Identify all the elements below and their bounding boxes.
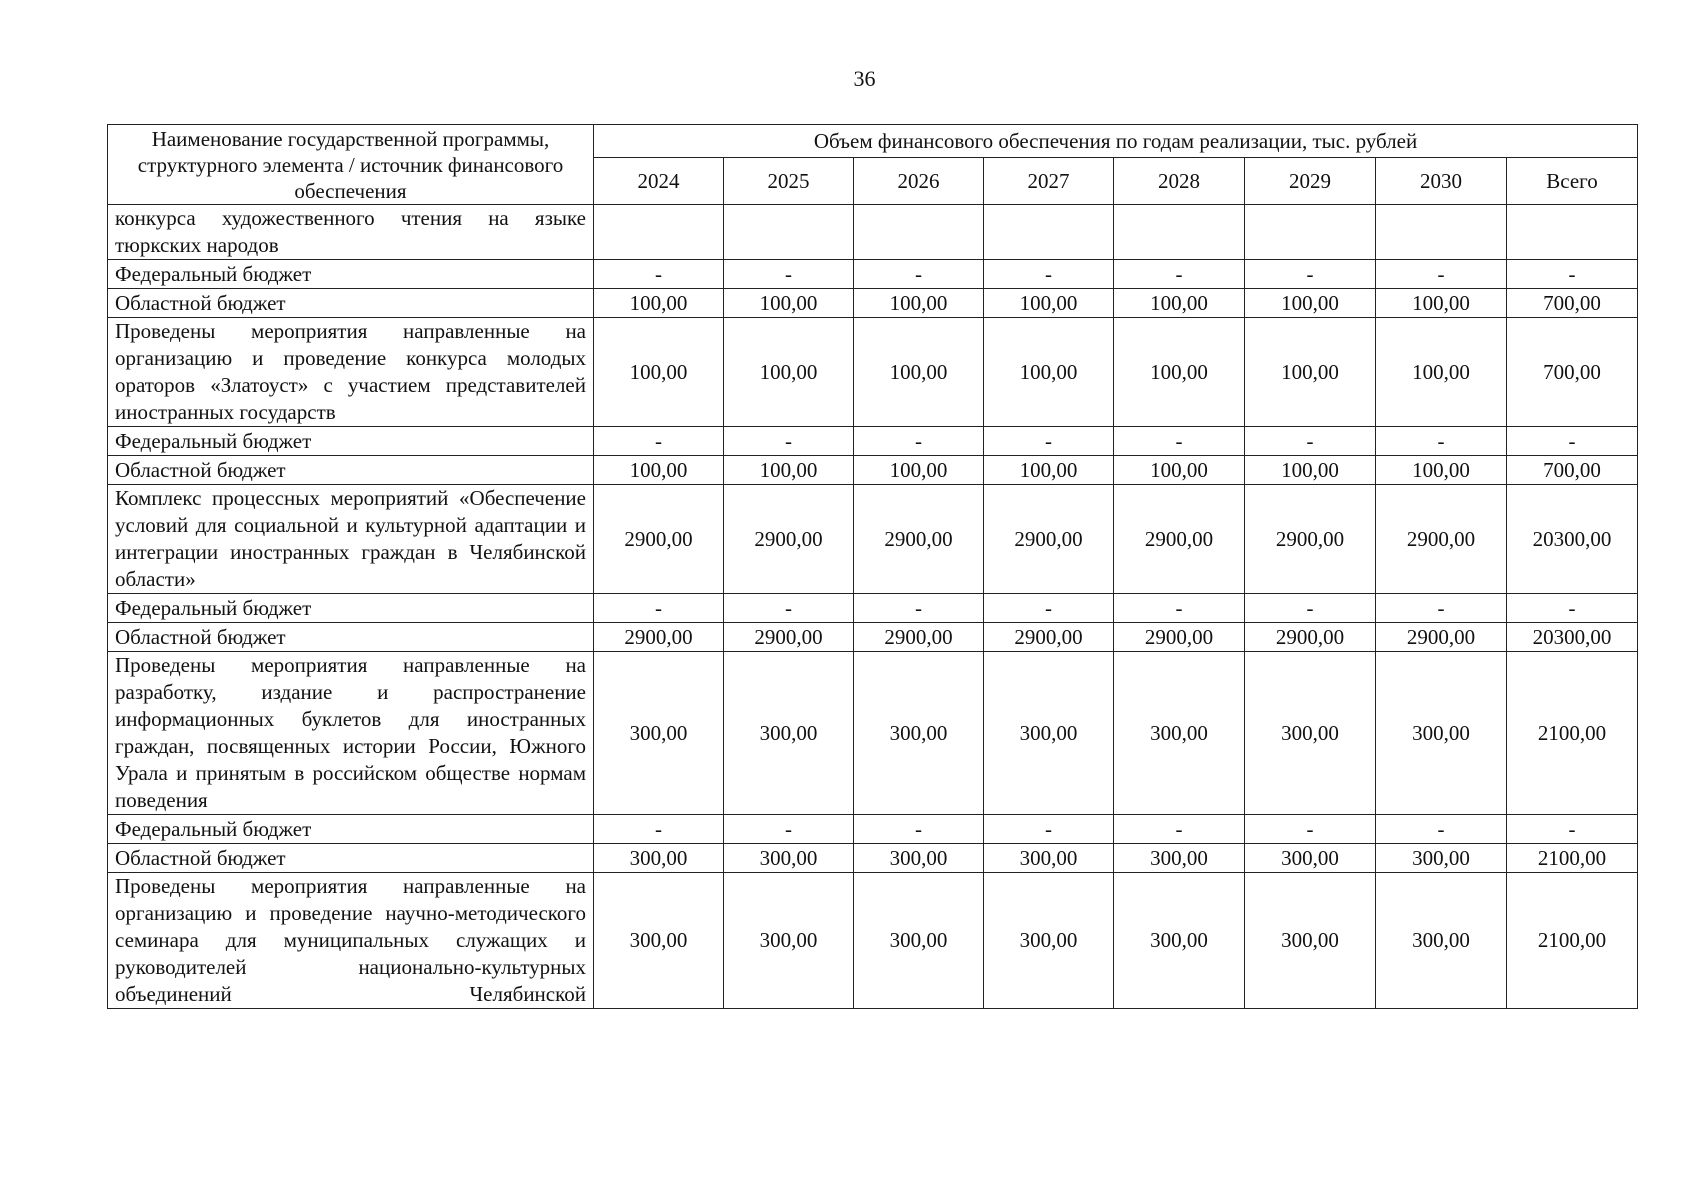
row-value-2027: 300,00 (984, 652, 1114, 815)
row-name: Федеральный бюджет (108, 260, 594, 289)
row-value-2025: 100,00 (724, 289, 854, 318)
table-row (108, 652, 1638, 815)
row-value-2025: 2900,00 (724, 623, 854, 652)
row-value-2027: - (984, 260, 1114, 289)
row-value-total (1507, 205, 1638, 260)
row-value-2026: 2900,00 (854, 485, 984, 594)
row-value-2028: 100,00 (1114, 318, 1245, 427)
row-value-2029: - (1245, 594, 1376, 623)
row-name: Областной бюджет (108, 289, 594, 318)
row-value-2030: - (1376, 594, 1507, 623)
year-header-2026: 2026 (854, 158, 984, 205)
row-value-2025: - (724, 260, 854, 289)
table-row (108, 427, 1638, 456)
row-value-total: 20300,00 (1507, 623, 1638, 652)
table-header-row (108, 125, 1638, 158)
row-value-2026: 100,00 (854, 289, 984, 318)
row-value-total: - (1507, 260, 1638, 289)
row-value-2027: - (984, 427, 1114, 456)
row-name: Областной бюджет (108, 844, 594, 873)
row-value-2025: 100,00 (724, 318, 854, 427)
row-name: Областной бюджет (108, 456, 594, 485)
row-value-2026: - (854, 594, 984, 623)
row-value-2030: 300,00 (1376, 652, 1507, 815)
row-value-2029: - (1245, 427, 1376, 456)
row-value-2024: 100,00 (594, 289, 724, 318)
row-value-2030: 2900,00 (1376, 623, 1507, 652)
row-value-2029: - (1245, 260, 1376, 289)
table-row (108, 485, 1638, 594)
row-value-2028: - (1114, 427, 1245, 456)
row-value-2029: 2900,00 (1245, 485, 1376, 594)
year-header-2030: 2030 (1376, 158, 1507, 205)
row-value-2029: 300,00 (1245, 873, 1376, 1009)
row-value-2026: 2900,00 (854, 623, 984, 652)
row-value-2027: 100,00 (984, 456, 1114, 485)
row-value-2024: - (594, 260, 724, 289)
row-value-2025: 2900,00 (724, 485, 854, 594)
row-value-2028: 100,00 (1114, 289, 1245, 318)
row-value-2024: 2900,00 (594, 485, 724, 594)
row-name: Федеральный бюджет (108, 427, 594, 456)
table-row (108, 873, 1638, 1009)
name-column-header: Наименование государственной программы, структурного элемента / источник финансового обеспечения (108, 125, 594, 205)
table-row (108, 844, 1638, 873)
row-value-2027: - (984, 815, 1114, 844)
row-value-2028: 2900,00 (1114, 485, 1245, 594)
year-header-2028: 2028 (1114, 158, 1245, 205)
table-row (108, 456, 1638, 485)
row-name: конкурса художественного чтения на языке тюркских народов (108, 205, 594, 260)
table-row (108, 289, 1638, 318)
row-value-2024: 100,00 (594, 456, 724, 485)
row-value-2024: 2900,00 (594, 623, 724, 652)
row-name: Областной бюджет (108, 623, 594, 652)
row-value-2029: 100,00 (1245, 289, 1376, 318)
row-value-2024: - (594, 594, 724, 623)
row-value-2024: - (594, 427, 724, 456)
row-value-2025: 300,00 (724, 873, 854, 1009)
table-row (108, 594, 1638, 623)
row-value-2028 (1114, 205, 1245, 260)
row-name: Проведены мероприятия направленные на разработку, издание и распространение информационных буклетов для иностранных граждан, посвященных истории России, Южного Урала и принятым в российском обществе нормам поведения (108, 652, 594, 815)
row-value-2030 (1376, 205, 1507, 260)
funding-table (107, 124, 1638, 1009)
row-value-2025: 100,00 (724, 456, 854, 485)
row-value-2029: 2900,00 (1245, 623, 1376, 652)
row-value-2028: - (1114, 815, 1245, 844)
page-number: 36 (853, 66, 876, 91)
row-value-2024: - (594, 815, 724, 844)
row-value-2028: - (1114, 594, 1245, 623)
row-value-2028: 300,00 (1114, 652, 1245, 815)
row-value-total: - (1507, 427, 1638, 456)
row-value-2026 (854, 205, 984, 260)
year-header-2029: 2029 (1245, 158, 1376, 205)
row-value-total: 700,00 (1507, 318, 1638, 427)
row-value-2024: 300,00 (594, 873, 724, 1009)
row-value-total: - (1507, 594, 1638, 623)
row-value-2027: 2900,00 (984, 623, 1114, 652)
row-value-2029: 300,00 (1245, 652, 1376, 815)
row-value-2028: 100,00 (1114, 456, 1245, 485)
row-value-2024: 300,00 (594, 844, 724, 873)
row-value-2028: 300,00 (1114, 844, 1245, 873)
row-name: Проведены мероприятия направленные на организацию и проведение конкурса молодых ораторов «Златоуст» с участием представителей иностранных государств (108, 318, 594, 427)
table-row (108, 205, 1638, 260)
row-value-2026: - (854, 260, 984, 289)
table-row (108, 815, 1638, 844)
row-value-2029: 100,00 (1245, 318, 1376, 427)
row-value-2026: 100,00 (854, 318, 984, 427)
row-value-2025: - (724, 815, 854, 844)
row-value-2024 (594, 205, 724, 260)
year-header-2024: 2024 (594, 158, 724, 205)
table-row (108, 623, 1638, 652)
row-value-2030: 100,00 (1376, 318, 1507, 427)
row-value-2030: 300,00 (1376, 873, 1507, 1009)
row-value-2026: 300,00 (854, 873, 984, 1009)
row-value-2028: - (1114, 260, 1245, 289)
row-name: Федеральный бюджет (108, 815, 594, 844)
row-value-2030: 100,00 (1376, 289, 1507, 318)
row-value-total: 20300,00 (1507, 485, 1638, 594)
row-value-2025: - (724, 427, 854, 456)
row-value-2027: - (984, 594, 1114, 623)
row-name: Федеральный бюджет (108, 594, 594, 623)
year-header-total: Всего (1507, 158, 1638, 205)
table-row (108, 318, 1638, 427)
row-value-total: - (1507, 815, 1638, 844)
row-value-total: 2100,00 (1507, 652, 1638, 815)
funding-span-header: Объем финансового обеспечения по годам реализации, тыс. рублей (594, 125, 1638, 158)
row-value-2025: 300,00 (724, 844, 854, 873)
row-value-2029: - (1245, 815, 1376, 844)
year-header-2025: 2025 (724, 158, 854, 205)
row-value-2027: 300,00 (984, 844, 1114, 873)
table-row (108, 260, 1638, 289)
row-name: Комплекс процессных мероприятий «Обеспечение условий для социальной и культурной адаптации и интеграции иностранных граждан в Челябинской области» (108, 485, 594, 594)
row-value-2030: 2900,00 (1376, 485, 1507, 594)
year-header-2027: 2027 (984, 158, 1114, 205)
row-value-2027: 100,00 (984, 289, 1114, 318)
row-value-total: 2100,00 (1507, 873, 1638, 1009)
row-value-2029 (1245, 205, 1376, 260)
row-value-2024: 300,00 (594, 652, 724, 815)
row-value-2028: 2900,00 (1114, 623, 1245, 652)
row-value-2025: 300,00 (724, 652, 854, 815)
row-value-2029: 100,00 (1245, 456, 1376, 485)
row-value-total: 700,00 (1507, 456, 1638, 485)
row-value-2025 (724, 205, 854, 260)
row-name: Проведены мероприятия направленные на организацию и проведение научно-методического семинара для муниципальных служащих и руководителей национально-культурных объединений Челябинской (108, 873, 594, 1009)
row-value-2027: 300,00 (984, 873, 1114, 1009)
row-value-2026: 300,00 (854, 844, 984, 873)
row-value-2030: 100,00 (1376, 456, 1507, 485)
row-value-2027 (984, 205, 1114, 260)
row-value-2030: 300,00 (1376, 844, 1507, 873)
row-value-2025: - (724, 594, 854, 623)
row-value-2026: - (854, 815, 984, 844)
row-value-2024: 100,00 (594, 318, 724, 427)
row-value-2030: - (1376, 260, 1507, 289)
row-value-2030: - (1376, 815, 1507, 844)
row-value-2029: 300,00 (1245, 844, 1376, 873)
row-value-2026: - (854, 427, 984, 456)
row-value-2028: 300,00 (1114, 873, 1245, 1009)
row-value-2027: 2900,00 (984, 485, 1114, 594)
row-value-2027: 100,00 (984, 318, 1114, 427)
row-value-2026: 100,00 (854, 456, 984, 485)
row-value-2026: 300,00 (854, 652, 984, 815)
row-value-2030: - (1376, 427, 1507, 456)
row-value-total: 700,00 (1507, 289, 1638, 318)
row-value-total: 2100,00 (1507, 844, 1638, 873)
